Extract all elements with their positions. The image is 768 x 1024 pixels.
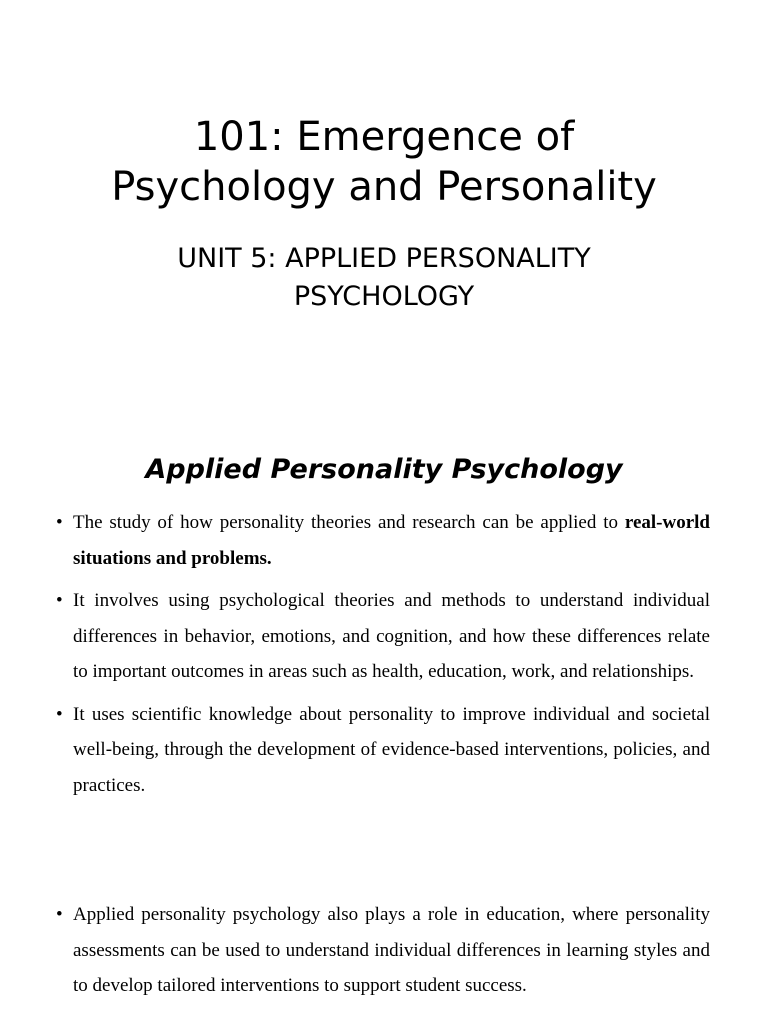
bullet-marker: • <box>56 512 63 533</box>
bullet-marker: • <box>56 590 63 611</box>
bullet-marker: • <box>56 904 63 925</box>
section-heading: Applied Personality Psychology <box>145 454 623 485</box>
bullet-item <box>56 897 710 1004</box>
bullet-item <box>56 697 710 804</box>
bullet-item <box>56 583 710 690</box>
slide-title-line-2: Psychology and Personality <box>111 164 657 210</box>
unit-subtitle <box>0 240 768 316</box>
unit-subtitle-line-1: UNIT 5: APPLIED PERSONALITY <box>177 243 591 274</box>
bullet-marker: • <box>56 703 63 725</box>
bullet-text: Applied personality psychology also plays a role in education, where personality assessments can be used to understand individual differences in learning styles and to develop tailored interventions to support student success. <box>73 904 710 996</box>
slide-title-line-1: 101: Emergence of <box>193 114 575 160</box>
bullet-list-continued <box>56 897 710 1011</box>
bullet-text: The study of how personality theories and research can be applied to <box>73 512 625 533</box>
bullet-list <box>56 505 710 810</box>
bullet-item <box>56 505 710 576</box>
bullet-text: It involves using psychological theories and methods to understand individual differences in behavior, emotions, and cognition, and how these differences relate to important outcomes in areas such as health, education, work, and relationships. <box>73 590 710 682</box>
bullet-bold-text: real-world situations and problems. <box>73 512 710 569</box>
bullet-text: It uses scientific knowledge about personality to improve individual and societal well-being, through the development of evidence-based interventions, policies, and practices. <box>73 703 710 796</box>
slide-title <box>0 112 768 212</box>
unit-subtitle-line-2: PSYCHOLOGY <box>293 281 475 312</box>
